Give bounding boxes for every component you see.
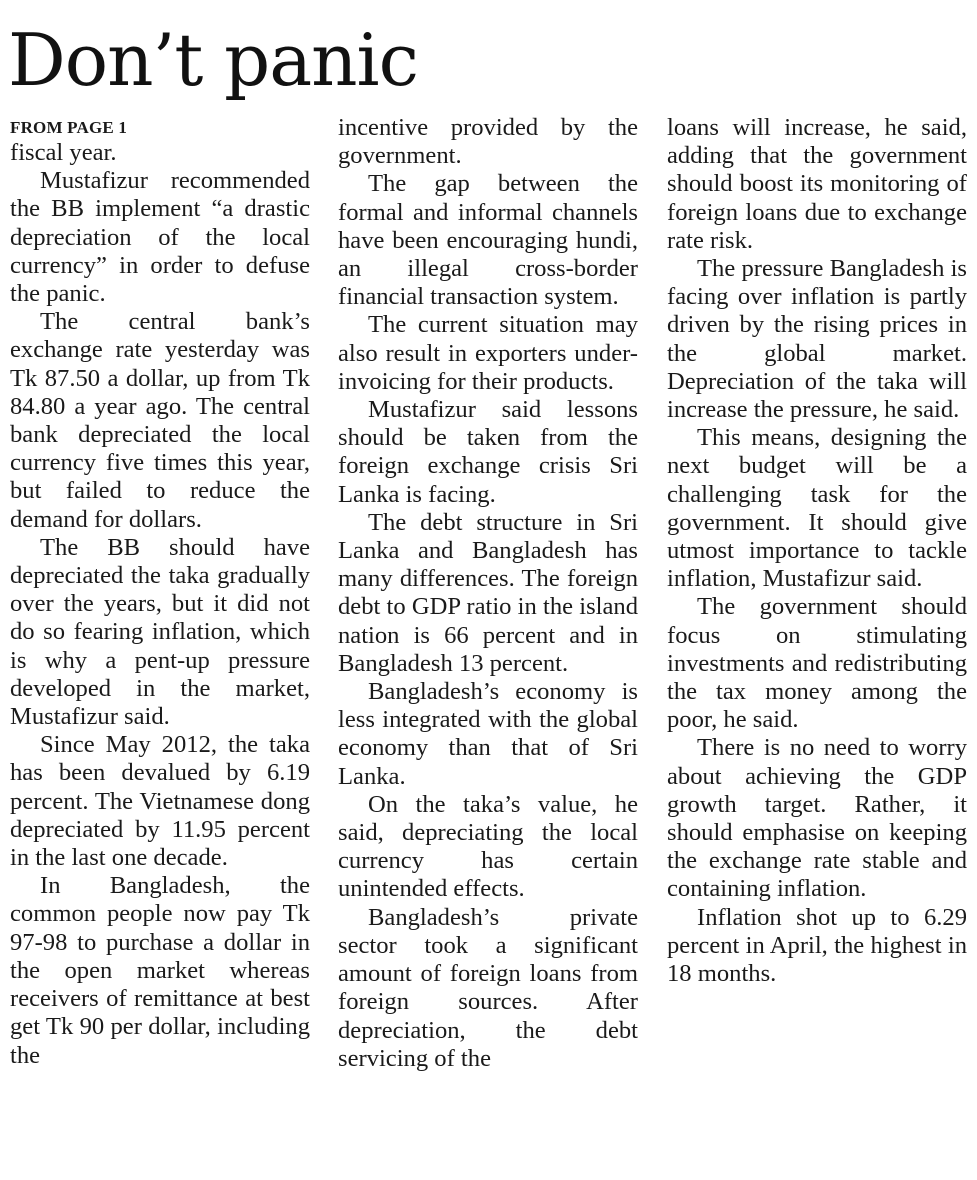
paragraph: In Bangladesh, the common people now pay Tk 97-98 to purchase a dollar in the open market whereas receivers of remittance at best get Tk 90 per dollar, including the [10, 872, 310, 1069]
paragraph: On the taka’s value, he said, depreciating the local currency has certain unintended effects. [338, 790, 638, 903]
article-column-3 [667, 114, 967, 988]
paragraph: The pressure Bangladesh is facing over inflation is partly driven by the rising prices in the global market. Depreciation of the taka will increase the pressure, he said. [667, 255, 967, 424]
paragraph: incentive provided by the government. [338, 114, 638, 170]
paragraph: The debt structure in Sri Lanka and Bangladesh has many differences. The foreign debt to GDP ratio in the island nation is 66 percent and in Bangladesh 13 percent. [338, 508, 638, 677]
paragraph: The government should focus on stimulating investments and redistributing the tax money among the poor, he said. [667, 593, 967, 734]
jump-line: FROM PAGE 1 [10, 118, 128, 137]
paragraph: This means, designing the next budget will be a challenging task for the government. It should give utmost importance to tackle inflation, Mustafizur said. [667, 424, 967, 593]
paragraph: The gap between the formal and informal channels have been encouraging hundi, an illegal cross-border financial transaction system. [338, 170, 638, 311]
paragraph: loans will increase, he said, adding that the government should boost its monitoring of foreign loans due to exchange rate risk. [667, 114, 967, 254]
paragraph: Mustafizur recommended the BB implement “a drastic depreciation of the local currency” in order to defuse the panic. [10, 167, 310, 308]
article-column-1 [10, 117, 310, 1070]
paragraph: Inflation shot up to 6.29 percent in April, the highest in 18 months. [667, 903, 967, 988]
paragraph: fiscal year. [10, 139, 117, 166]
paragraph: The BB should have depreciated the taka gradually over the years, but it did not do so fearing inflation, which is why a pent-up pressure developed in the market, Mustafizur said. [10, 533, 310, 731]
paragraph: The central bank’s exchange rate yesterday was Tk 87.50 a dollar, up from Tk 84.80 a year ago. The central bank depreciated the local currency five times this year, but failed to reduce the demand for dollars. [10, 308, 310, 533]
paragraph: Bangladesh’s economy is less integrated with the global economy than that of Sri Lanka. [338, 678, 638, 790]
paragraph: Since May 2012, the taka has been devalued by 6.19 percent. The Vietnamese dong depreciated by 11.95 percent in the last one decade. [10, 731, 310, 872]
headline: Don’t panic [8, 18, 418, 102]
paragraph: There is no need to worry about achieving the GDP growth target. Rather, it should emphasise on keeping the exchange rate stable and containing inflation. [667, 734, 967, 903]
paragraph: Bangladesh’s private sector took a significant amount of foreign loans from foreign sources. After depreciation, the debt servicing of the [338, 903, 638, 1072]
paragraph: Mustafizur said lessons should be taken from the foreign exchange crisis Sri Lanka is facing. [338, 396, 638, 508]
article-column-2 [338, 114, 638, 1073]
paragraph: The current situation may also result in exporters under-invoicing for their products. [338, 311, 638, 395]
